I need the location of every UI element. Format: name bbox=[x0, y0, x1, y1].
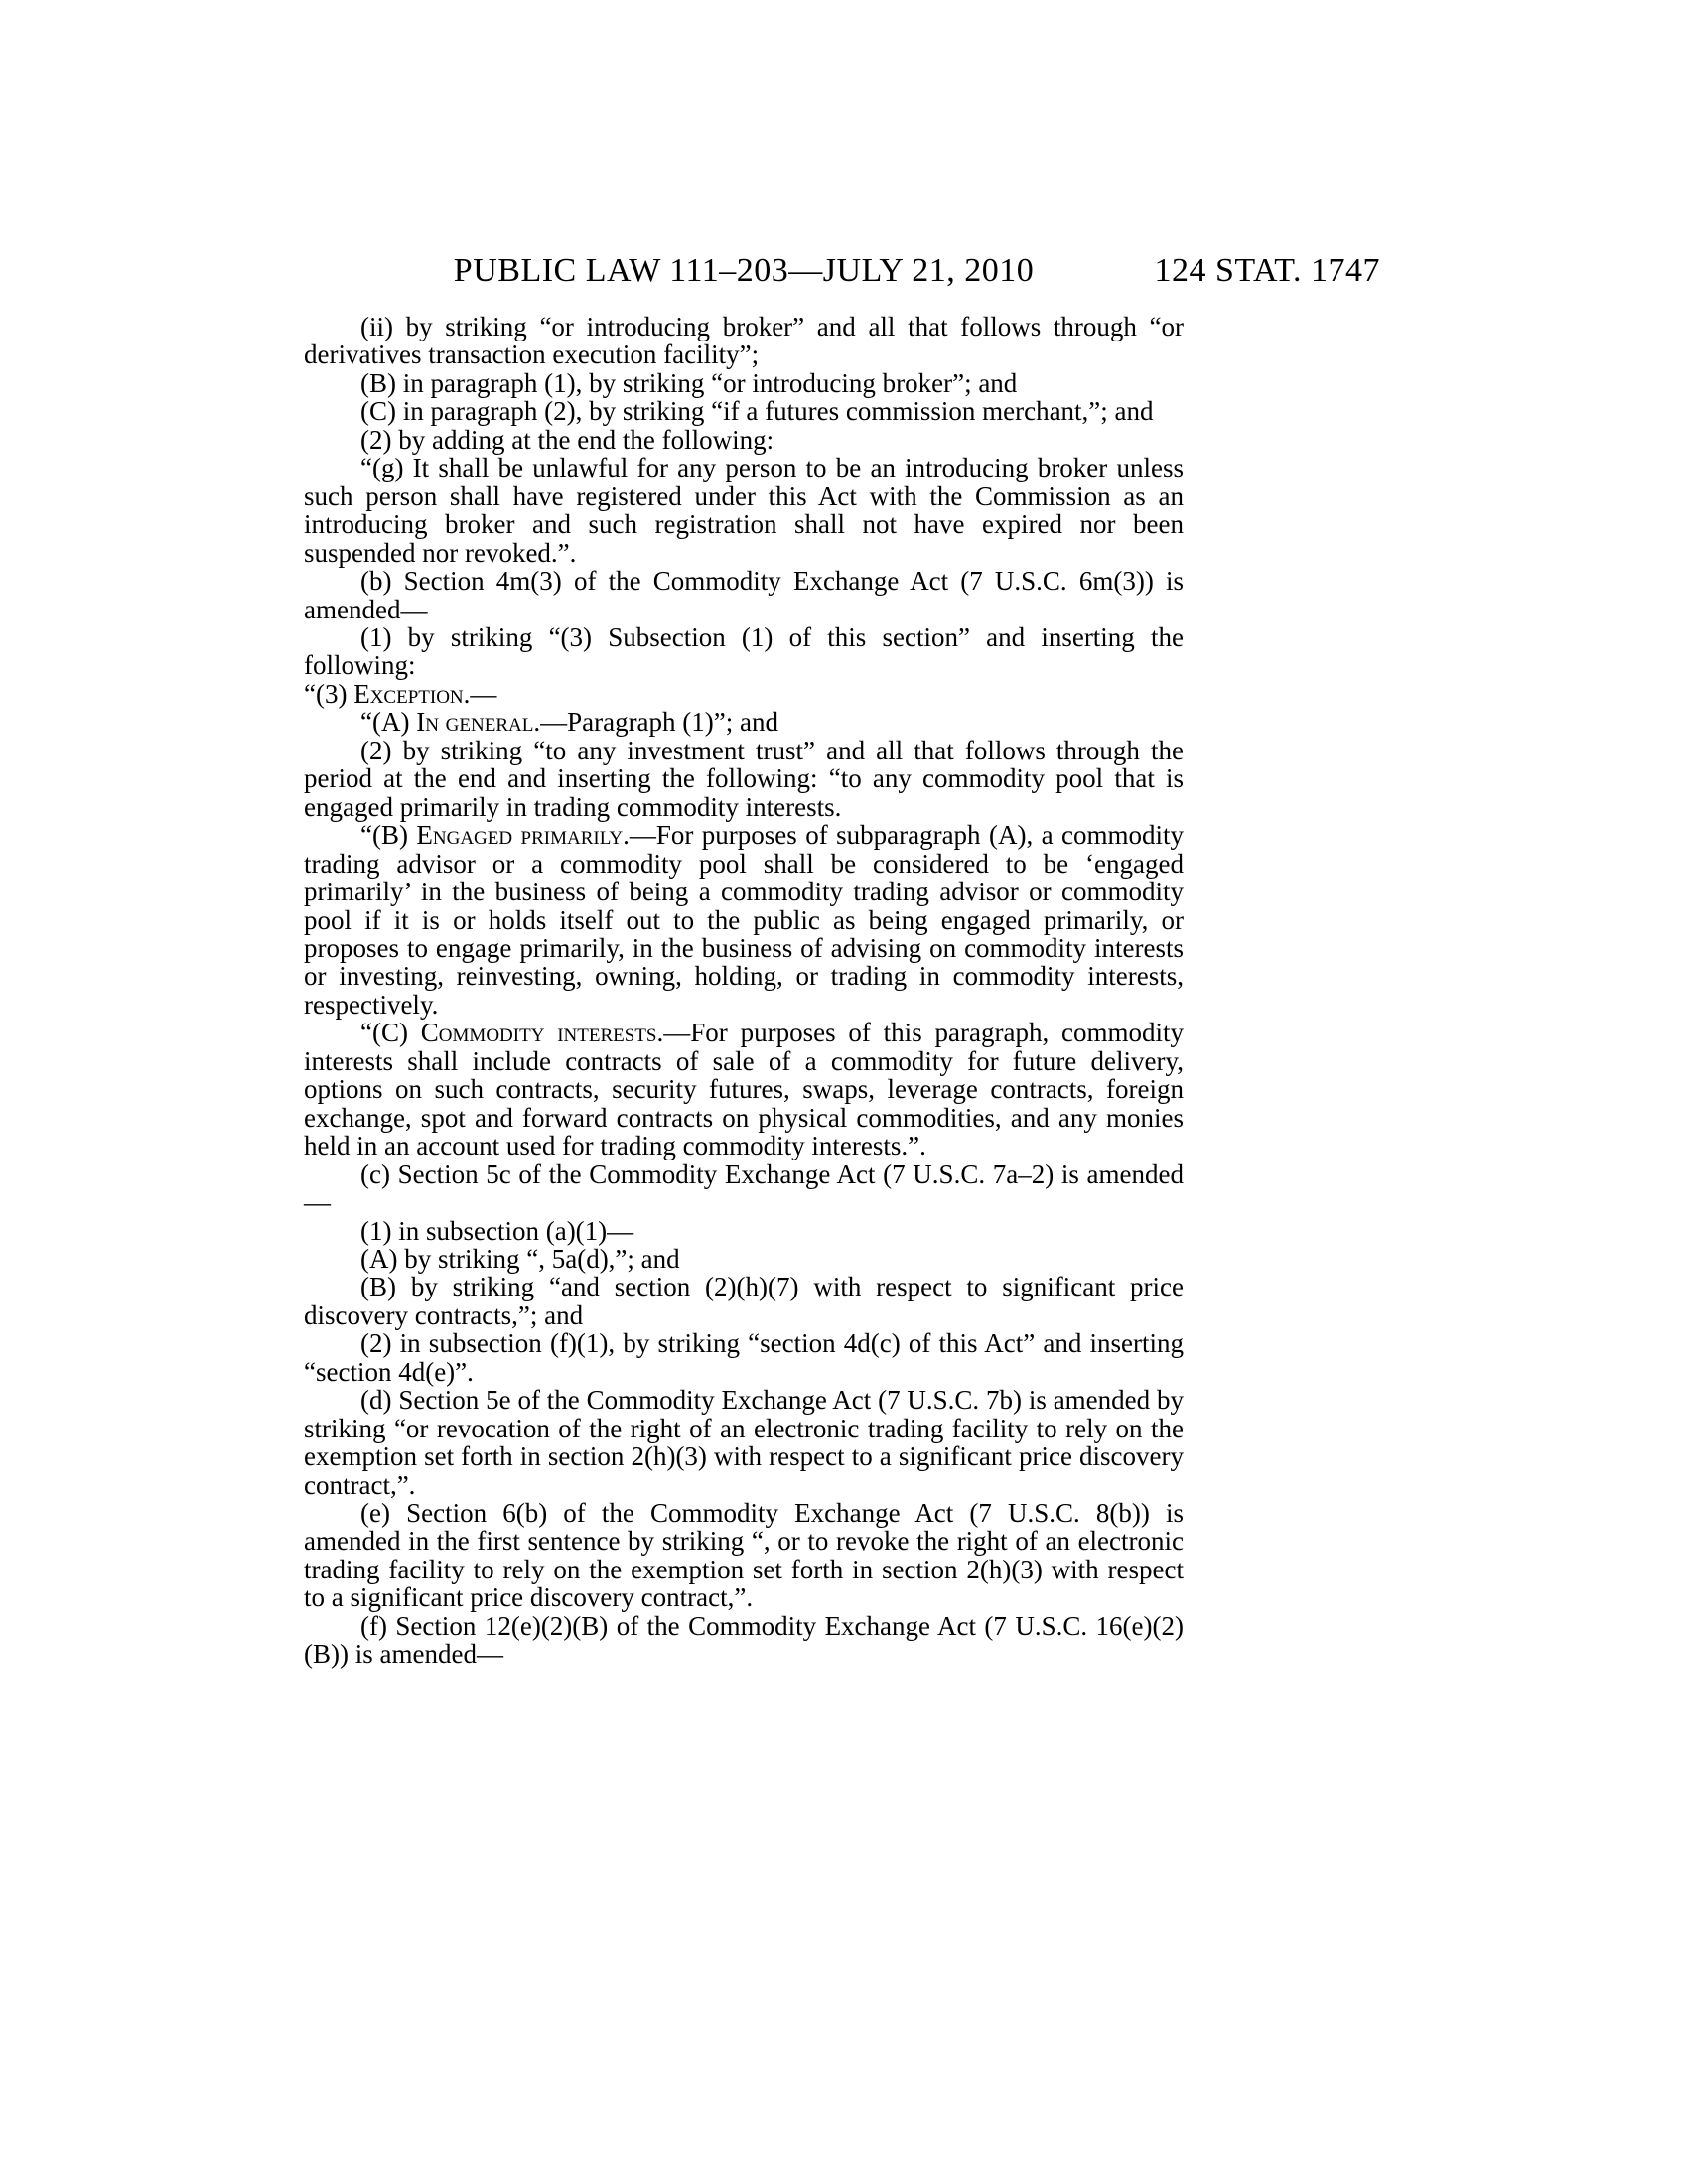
paragraph-text: “(A) bbox=[360, 707, 417, 738]
smallcaps-heading-text: In general bbox=[416, 707, 534, 738]
page-title: PUBLIC LAW 111–203—JULY 21, 2010 bbox=[453, 252, 1035, 289]
paragraph-text: .—For purposes of subparagraph (A), a commodity trading advisor or a commodity pool shall be considered to be ‘engaged primarily’ in the business of being a commodity trading advisor or commodity pool if it is or holds itself out to the public as being engaged primarily, or proposes to engage primarily, in the business of advising on commodity interests or investing, reinvesting, owning, holding, or trading in commodity interests, respectively. bbox=[304, 820, 1184, 1020]
paragraph-text: “(B) bbox=[360, 820, 417, 851]
paragraph bbox=[304, 1160, 1184, 1217]
paragraph-text: .—Paragraph (1)”; and bbox=[533, 707, 778, 738]
document-body bbox=[304, 313, 1184, 1669]
paragraph-text: (ii) by striking “or introducing broker” and all that follows through “or derivatives transaction execution facility”; bbox=[304, 312, 1184, 370]
paragraph-text: (c) Section 5c of the Commodity Exchange Act (7 U.S.C. 7a–2) is amended— bbox=[304, 1159, 1184, 1218]
paragraph bbox=[304, 454, 1184, 567]
statute-page-number: 124 STAT. 1747 bbox=[1154, 252, 1380, 289]
paragraph-text: “(3) bbox=[304, 678, 354, 709]
paragraph-text: “(C) bbox=[360, 1018, 421, 1048]
paragraph-text: (1) by striking “(3) Subsection (1) of this section” and inserting the following: bbox=[304, 621, 1184, 681]
smallcaps-heading-text: Exception bbox=[353, 678, 464, 709]
paragraph bbox=[304, 1612, 1184, 1669]
paragraph bbox=[304, 369, 1184, 397]
paragraph bbox=[304, 1499, 1184, 1612]
paragraph bbox=[304, 397, 1184, 425]
paragraph-text: .— bbox=[463, 678, 497, 709]
paragraph bbox=[304, 708, 1184, 736]
paragraph-text: .—For purposes of this paragraph, commodity interests shall include contracts of sale of a commodity for future delivery, options on such contracts, security futures, swaps, leverage contracts, foreign exchange, spot and forward contracts on physical commodities, and any monies held in an account used for trading commodity interests.”. bbox=[304, 1018, 1184, 1161]
paragraph-text: (C) in paragraph (2), by striking “if a futures commission merchant,”; and bbox=[360, 396, 1154, 427]
paragraph-text: (A) by striking “, 5a(d),”; and bbox=[360, 1243, 680, 1274]
paragraph bbox=[304, 1019, 1184, 1160]
paragraph-text: (e) Section 6(b) of the Commodity Exchange Act (7 U.S.C. 8(b)) is amended in the first sentence by striking “, or to revoke the right of an electronic trading facility to rely on the exemption set forth in section 2(h)(3) with respect to a significant price discovery contract,”. bbox=[304, 1498, 1184, 1613]
paragraph-text: (2) by adding at the end the following: bbox=[360, 424, 774, 455]
paragraph bbox=[304, 567, 1184, 623]
paragraph-text: (1) in subsection (a)(1)— bbox=[360, 1215, 634, 1246]
paragraph-text: (f) Section 12(e)(2)(B) of the Commodity Exchange Act (7 U.S.C. 16(e)(2)(B)) is amended— bbox=[304, 1610, 1184, 1670]
smallcaps-heading-text: Engaged primarily bbox=[416, 820, 624, 851]
paragraph-text: (B) by striking “and section (2)(h)(7) with respect to significant price discovery contracts,”; and bbox=[304, 1272, 1184, 1330]
paragraph bbox=[304, 1386, 1184, 1499]
paragraph bbox=[304, 426, 1184, 454]
paragraph bbox=[304, 623, 1184, 680]
paragraph bbox=[304, 680, 1184, 708]
paragraph-text: “(g) It shall be unlawful for any person to be an introducing broker unless such person shall have registered under this Act with the Commission as an introducing broker and such registration shall not have expired nor been suspended nor revoked.”. bbox=[304, 453, 1184, 568]
paragraph-text: (d) Section 5e of the Commodity Exchange Act (7 U.S.C. 7b) is amended by striking “or revocation of the right of an electronic trading facility to rely on the exemption set forth in section 2(h)(3) with respect to a significant price discovery contract,”. bbox=[304, 1385, 1184, 1500]
paragraph bbox=[304, 737, 1184, 821]
paragraph bbox=[304, 1329, 1184, 1386]
paragraph bbox=[304, 1245, 1184, 1273]
paragraph bbox=[304, 313, 1184, 369]
smallcaps-heading-text: Commodity interests bbox=[420, 1018, 657, 1048]
paragraph bbox=[304, 1217, 1184, 1245]
running-header bbox=[0, 252, 1688, 296]
paragraph-text: (b) Section 4m(3) of the Commodity Exchange Act (7 U.S.C. 6m(3)) is amended— bbox=[304, 566, 1184, 624]
paragraph-text: (2) by striking “to any investment trust” and all that follows through the period at the end and inserting the following: “to any commodity pool that is engaged primarily in trading commodity interests. bbox=[304, 735, 1184, 822]
paragraph bbox=[304, 1273, 1184, 1329]
paragraph-text: (B) in paragraph (1), by striking “or introducing broker”; and bbox=[360, 367, 1018, 398]
paragraph-text: (2) in subsection (f)(1), by striking “section 4d(c) of this Act” and inserting “section 4d(e)”. bbox=[304, 1328, 1184, 1387]
paragraph bbox=[304, 821, 1184, 1019]
